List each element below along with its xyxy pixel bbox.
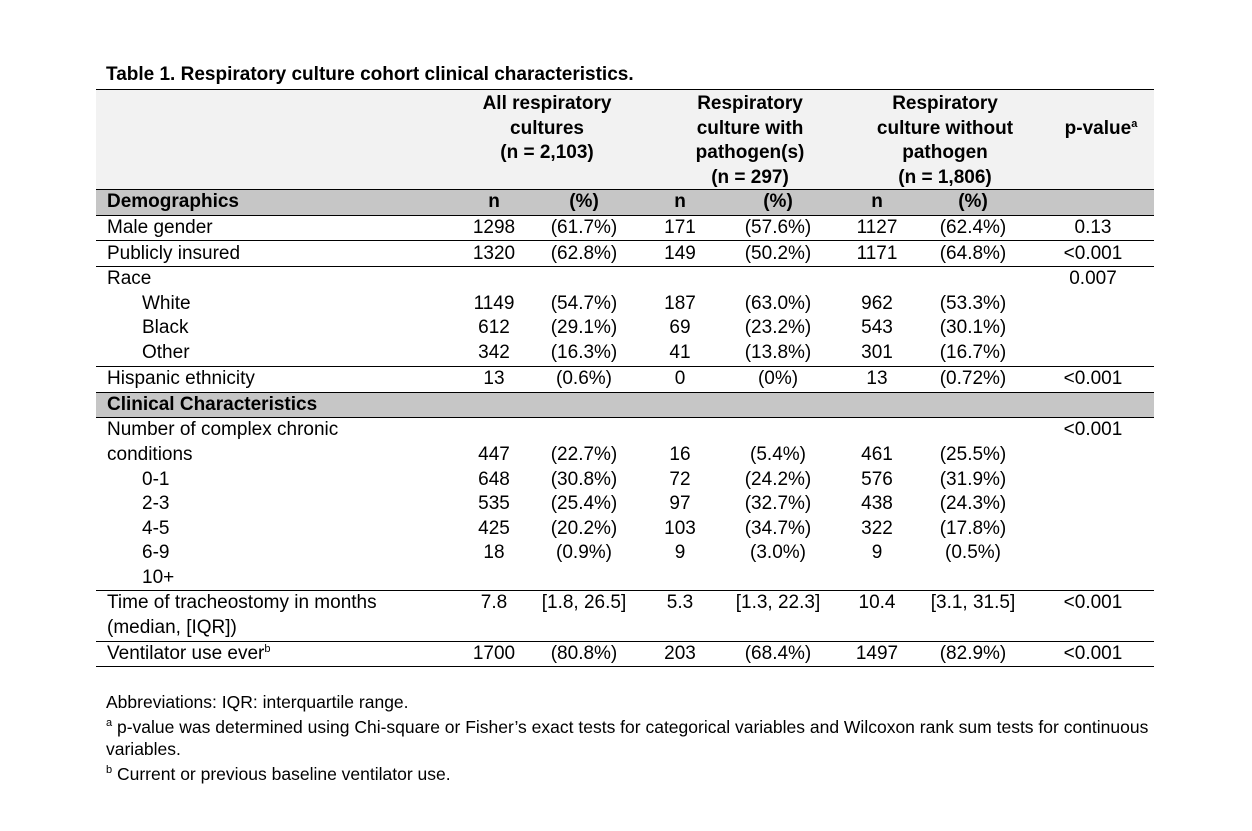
footnote-a: $^a$ p-value was determined using Chi-square or Fisher’s exact tests for categorical variables and Wilcoxon rank sum tests for continuous variables. — [106, 717, 1149, 759]
abbreviations-note: Abbreviations: IQR: interquartile range. — [106, 692, 409, 712]
subheader-n: n — [674, 191, 686, 212]
table-footnotes — [106, 691, 1156, 788]
col-header-all: All respiratory cultures (n = 2,103) — [482, 93, 612, 164]
characteristics-table: All respiratory cultures (n = 2,103) Respiratory culture with pathogen(s) (n = 297) Respiratory culture without pathogen (n = 1,806) p-value$^a$ Demographics n (%) n (%) n (%) Male gender 1298 (61.7%) 171 (57.6%) 1127 (62.4%) 0.13 Publicly insured 1320 (62.8%) 149 (50.2%) 1171 (64.8%) <0.001 Race 0.007 White 1149 (54.7%) 187 (63.0%) 962 (53.3%) Black 612 (29.1%) 69 (23.2%) 543 (30.1%) Other 342 (16.3%) 41 (13.8%) 301 (16.7%) Hispanic ethnicity 13 (0.6%) 0 (0%) 13 (0.72%) <0.001 Clinical Characteristics Number of complex chronic <0.001 conditions 447 (22.7%) 16 (5.4%) 461 (25.5%) 0-1 648 (30.8%) 72 (24.2%) 576 (31.9%) 2-3 535 (25.4%) 97 (32.7%) 438 (24.3%) 4-5 425 (20.2%) 103 (34.7%) 322 (17.8%) 6-9 18 (0.9%) 9 (3.0%) 9 (0.5%) 10+ Time of tracheostomy in months (median, [IQR]) 7.8 [1.8, 26.5] 5.3 [1.3, 22.3] 10.4 [3.1, 31.5] <0.001 Ventilator use ever$^b$ 1700 (80.8%) 203 (68.4%) 1497 (82.9%) <0.001 — [96, 89, 1154, 667]
subheader-pct: (%) — [763, 191, 793, 212]
subheader-n: n — [871, 191, 883, 212]
section-clinical: Clinical Characteristics — [107, 394, 318, 415]
col-header-pvalue: p-value$^a$ — [1064, 118, 1138, 139]
subheader-pct: (%) — [958, 191, 988, 212]
col-header-with-pathogen: Respiratory culture with pathogen(s) (n = 297) — [695, 93, 805, 188]
footnote-b: $^b$ Current or previous baseline ventilator use. — [106, 764, 451, 784]
table-title: Table 1. Respiratory culture cohort clinical characteristics. — [106, 64, 634, 85]
subheader-pct: (%) — [569, 191, 599, 212]
section-demographics: Demographics — [107, 191, 239, 212]
rule — [96, 89, 1154, 90]
demographics-band — [96, 190, 1154, 215]
subheader-n: n — [488, 191, 500, 212]
col-header-without-pathogen: Respiratory culture without pathogen (n = 1,806) — [876, 93, 1014, 188]
